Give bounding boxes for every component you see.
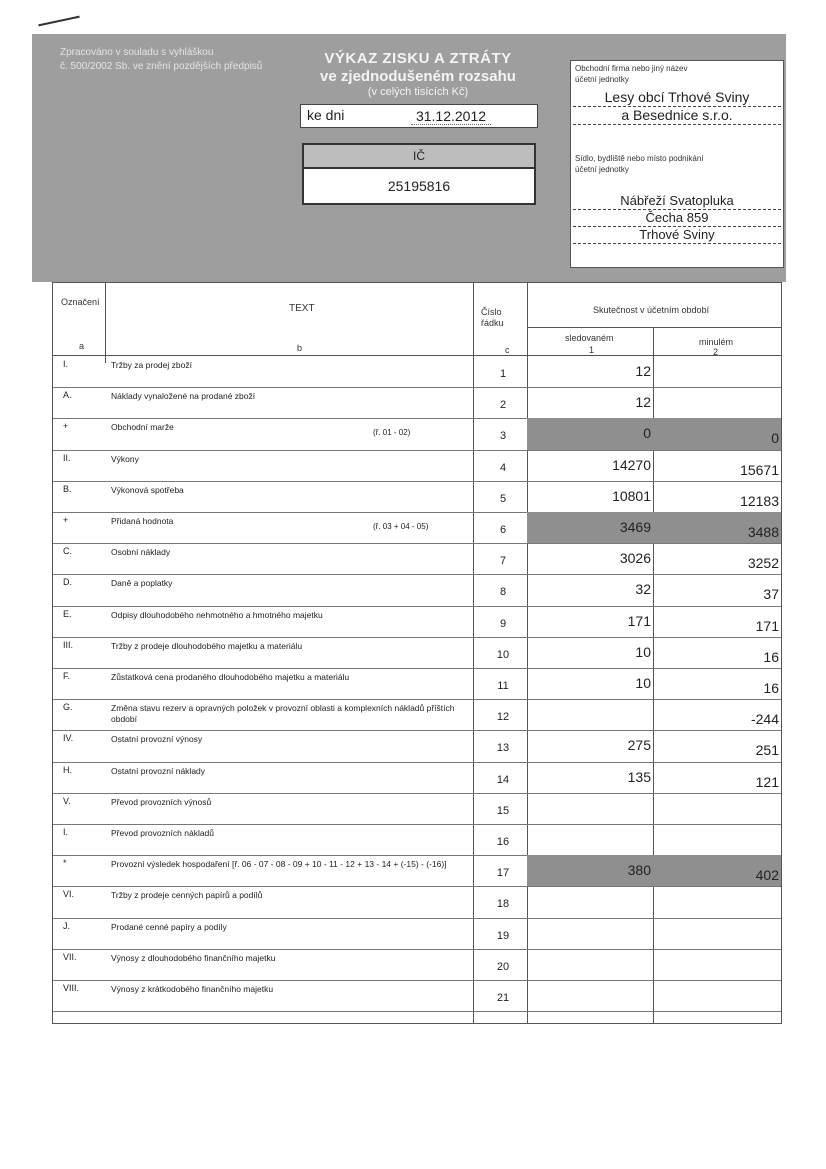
row-number: 14: [496, 773, 510, 786]
report-title-block: [300, 50, 536, 98]
row-number: 4: [499, 461, 507, 474]
value-previous: 12183: [740, 492, 779, 509]
row-number: 17: [496, 867, 510, 880]
row-number: 13: [496, 742, 510, 755]
row-label: Tržby z prodeje cenných papírů a podílů: [111, 890, 263, 901]
value-current: 380: [627, 862, 651, 879]
table-row: [53, 762, 781, 794]
table-row: [53, 356, 781, 388]
table-row: [53, 450, 781, 482]
row-designation: F.: [63, 671, 71, 681]
row-number: 9: [499, 617, 507, 630]
value-current: 32: [635, 581, 651, 598]
row-label: Výnosy z krátkodobého finančního majetku: [111, 984, 274, 994]
value-current: 275: [627, 737, 651, 754]
row-designation: E.: [63, 608, 72, 619]
row-label: Odpisy dlouhodobého nehmotného a hmotného majetku: [111, 609, 323, 620]
value-current: 0: [643, 425, 651, 442]
value-current: 135: [627, 768, 651, 785]
row-designation: III.: [63, 639, 74, 650]
table-row: [53, 949, 781, 981]
firm-name-label: Obchodní firma nebo jiný název účetní jednotky: [575, 64, 688, 84]
date-field: [300, 104, 538, 128]
table-row: [53, 855, 781, 887]
row-designation: I.: [63, 827, 69, 837]
row-designation: V.: [63, 795, 71, 806]
row-label: Výnosy z dlouhodobého finančního majetku: [111, 952, 276, 963]
table-row: [53, 387, 781, 419]
row-designation: A.: [63, 390, 72, 401]
col-cislo: Číslo řádku: [481, 307, 504, 328]
col-skutecnost: Skutečnost v účetním období: [593, 305, 710, 315]
row-label: Ostatní provozní výnosy: [111, 734, 203, 745]
table-row: [53, 512, 781, 544]
row-label: Tržby za prodej zboží: [111, 360, 192, 370]
value-current: 12: [635, 363, 651, 379]
ic-value: 25195816: [387, 178, 451, 194]
row-number: 6: [499, 524, 507, 536]
row-designation: VI.: [63, 889, 75, 900]
row-label: Ostatní provozní náklady: [111, 765, 206, 776]
row-number: 18: [496, 898, 510, 911]
value-previous: 121: [755, 773, 779, 790]
row-designation: *: [63, 858, 67, 869]
row-label: Převod provozních nákladů: [111, 828, 215, 838]
date-label: ke dni: [307, 107, 345, 123]
row-number: 11: [497, 680, 509, 692]
sub-c: c: [505, 345, 510, 355]
value-previous: -244: [750, 711, 779, 728]
row-label: Provozní výsledek hospodaření [ř. 06 - 07 - 08 - 09 + 10 - 11 - 12 + 13 - 14 + (-15) - (-16)]: [111, 859, 447, 870]
row-label: Zůstatková cena prodaného dlouhodobého majetku a materiálu: [111, 672, 350, 682]
firm-address-line-1: Nábřeží Svatopluka: [573, 193, 781, 210]
value-current: 10: [635, 643, 651, 660]
ic-label: IČ: [304, 145, 534, 169]
row-label: Prodané cenné papíry a podíly: [111, 921, 227, 932]
row-number: 20: [496, 960, 510, 973]
regulation-line-2: č. 500/2002 Sb. ve znění pozdějších předpisů: [60, 61, 263, 72]
value-previous: 402: [755, 867, 779, 884]
firm-name-line-2: a Besednice s.r.o.: [573, 107, 781, 125]
value-previous: 251: [755, 742, 779, 759]
report-units: (v celých tisících Kč): [367, 86, 469, 98]
regulation-note: [60, 46, 262, 74]
value-previous: 16: [763, 680, 779, 696]
table-row: [53, 668, 781, 700]
row-label: Daně a poplatky: [111, 578, 173, 589]
row-designation: IV.: [63, 733, 74, 744]
header-divider: [527, 327, 781, 328]
income-statement-table: [52, 282, 782, 1024]
table-row: [53, 481, 781, 513]
sub-b: b: [297, 343, 303, 353]
regulation-line-1: Zpracováno v souladu s vyhláškou: [60, 47, 214, 58]
col-minulem: minulém: [699, 337, 734, 347]
row-number: 10: [496, 648, 510, 661]
row-number: 5: [499, 492, 507, 505]
value-previous: 37: [763, 586, 779, 603]
row-label: Náklady vynaložené na prodané zboží: [111, 391, 256, 402]
row-label: Změna stavu rezerv a opravných položek v provozní oblasti a komplexních nákladů příštích období: [111, 703, 455, 725]
value-current: 171: [627, 612, 651, 629]
row-number: 15: [496, 804, 510, 817]
row-number: 2: [499, 399, 507, 412]
value-previous: 15671: [740, 461, 779, 478]
row-formula: (ř. 01 - 02): [373, 428, 411, 438]
row-designation: VII.: [63, 951, 77, 962]
table-row: [53, 918, 781, 950]
firm-name-line-1: Lesy obcí Trhové Sviny: [573, 89, 781, 107]
table-row: [53, 574, 781, 606]
table-row: [53, 699, 781, 731]
report-title: VÝKAZ ZISKU A ZTRÁTY: [324, 50, 512, 67]
row-label: Obchodní marže: [111, 422, 174, 433]
table-row: [53, 606, 781, 638]
value-previous: 3488: [747, 524, 779, 540]
row-designation: VIII.: [63, 983, 80, 993]
row-label: Převod provozních výnosů: [111, 796, 212, 807]
row-number: 7: [499, 555, 507, 568]
date-value: 31.12.2012: [411, 108, 491, 125]
value-previous: 0: [771, 430, 779, 447]
row-number: 8: [499, 586, 507, 599]
row-number: 16: [496, 836, 510, 848]
row-number: 21: [496, 992, 510, 1004]
ic-field: [302, 143, 536, 205]
row-designation: +: [63, 421, 69, 432]
row-designation: D.: [63, 577, 72, 588]
value-previous: 171: [755, 617, 779, 634]
row-label: Výkonová spotřeba: [111, 484, 184, 495]
value-current: 3469: [619, 519, 651, 535]
firm-seat-label: Sídlo, bydliště nebo místo podnikání účetní jednotky: [575, 154, 704, 174]
row-designation: C.: [63, 546, 72, 557]
firm-info-box: [570, 60, 784, 268]
table-row: [53, 637, 781, 669]
report-subtitle: ve zjednodušeném rozsahu: [320, 68, 516, 85]
value-current: 10801: [612, 487, 651, 504]
table-row: [53, 543, 781, 575]
value-previous: 3252: [747, 555, 779, 572]
row-number: 1: [499, 368, 507, 380]
row-formula: (ř. 03 + 04 - 05): [373, 522, 429, 531]
row-label: Tržby z prodeje dlouhodobého majetku a materiálu: [111, 640, 303, 651]
row-label: Přidaná hodnota: [111, 516, 174, 526]
row-designation: +: [63, 515, 69, 525]
row-designation: H.: [63, 764, 72, 775]
firm-address-line-3: Trhové Sviny: [573, 227, 781, 244]
table-row: [53, 793, 781, 825]
table-row: [53, 418, 781, 450]
table-row: [53, 730, 781, 762]
col-oznaceni: Označení: [61, 297, 100, 307]
value-current: 12: [635, 394, 651, 411]
row-label: Osobní náklady: [111, 547, 171, 558]
col-sledovanem: sledovaném: [565, 333, 614, 343]
row-designation: B.: [63, 483, 72, 494]
sub-1: 1: [589, 345, 595, 355]
value-current: 14270: [612, 456, 651, 473]
header-divider: [105, 283, 106, 363]
row-designation: I.: [63, 359, 69, 369]
row-designation: II.: [63, 452, 71, 463]
table-row: [53, 824, 781, 856]
value-current: 3026: [619, 550, 651, 567]
table-row: [53, 980, 781, 1012]
sub-2: 2: [713, 347, 719, 357]
col-text: TEXT: [289, 303, 315, 314]
row-designation: G.: [63, 702, 73, 713]
firm-address-line-2: Čecha 859: [573, 210, 781, 227]
row-number: 12: [496, 711, 510, 724]
table-row: [53, 886, 781, 918]
value-previous: 16: [763, 648, 779, 665]
value-current: 10: [635, 675, 651, 691]
sub-a: a: [79, 341, 85, 351]
row-designation: J.: [63, 920, 71, 931]
row-number: 3: [499, 430, 507, 443]
row-number: 19: [496, 929, 510, 942]
row-label: Výkony: [111, 453, 139, 464]
